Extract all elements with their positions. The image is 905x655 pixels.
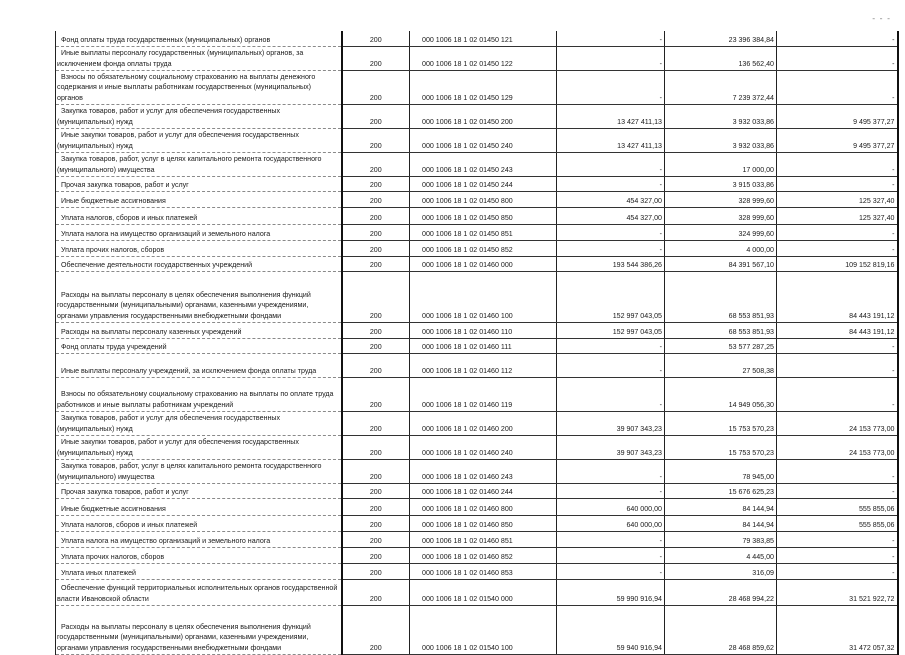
budget-classification-code-cell: 000 1006 18 1 02 01460 240 bbox=[410, 436, 557, 460]
executed-amount-cell: 15 676 625,23 bbox=[665, 484, 777, 499]
line-code-cell: 200 bbox=[342, 192, 410, 208]
table-row bbox=[56, 71, 898, 105]
table-row bbox=[56, 436, 898, 460]
executed-amount-cell: 78 945,00 bbox=[665, 460, 777, 484]
unexecuted-appropriations-cell: 125 327,40 bbox=[777, 192, 898, 208]
unexecuted-appropriations-cell: 125 327,40 bbox=[777, 208, 898, 225]
executed-amount-cell: 136 562,40 bbox=[665, 47, 777, 71]
budget-classification-code-cell: 000 1006 18 1 02 01450 121 bbox=[410, 31, 557, 47]
unexecuted-appropriations-cell: - bbox=[777, 378, 898, 412]
budget-classification-code-cell: 000 1006 18 1 02 01460 851 bbox=[410, 532, 557, 548]
executed-amount-cell: 328 999,60 bbox=[665, 192, 777, 208]
unexecuted-appropriations-cell: 31 521 922,72 bbox=[777, 580, 898, 606]
executed-amount-cell: 17 000,00 bbox=[665, 153, 777, 177]
line-code-cell: 200 bbox=[342, 208, 410, 225]
line-code-cell: 200 bbox=[342, 354, 410, 378]
unexecuted-appropriations-cell: 84 443 191,12 bbox=[777, 323, 898, 339]
line-code-cell: 200 bbox=[342, 31, 410, 47]
executed-amount-cell: 316,09 bbox=[665, 564, 777, 580]
unexecuted-appropriations-cell: - bbox=[777, 564, 898, 580]
table-row bbox=[56, 153, 898, 177]
row-name-cell: Уплата прочих налогов, сборов bbox=[56, 548, 342, 564]
table-row bbox=[56, 208, 898, 225]
approved-appropriations-cell: 59 940 916,94 bbox=[557, 606, 665, 655]
approved-appropriations-cell: - bbox=[557, 241, 665, 257]
approved-appropriations-cell: - bbox=[557, 177, 665, 192]
line-code-cell: 200 bbox=[342, 71, 410, 105]
executed-amount-cell: 68 553 851,93 bbox=[665, 323, 777, 339]
scan-corner-mark: - - - bbox=[872, 14, 891, 23]
approved-appropriations-cell: - bbox=[557, 484, 665, 499]
line-code-cell: 200 bbox=[342, 436, 410, 460]
row-name-cell: Уплата прочих налогов, сборов bbox=[56, 241, 342, 257]
unexecuted-appropriations-cell: - bbox=[777, 532, 898, 548]
approved-appropriations-cell: - bbox=[557, 460, 665, 484]
budget-classification-code-cell: 000 1006 18 1 02 01460 000 bbox=[410, 257, 557, 272]
executed-amount-cell: 4 445,00 bbox=[665, 548, 777, 564]
approved-appropriations-cell: - bbox=[557, 548, 665, 564]
unexecuted-appropriations-cell: 9 495 377,27 bbox=[777, 129, 898, 153]
line-code-cell: 200 bbox=[342, 606, 410, 655]
approved-appropriations-cell: - bbox=[557, 31, 665, 47]
approved-appropriations-cell: 13 427 411,13 bbox=[557, 129, 665, 153]
executed-amount-cell: 14 949 056,30 bbox=[665, 378, 777, 412]
approved-appropriations-cell: 39 907 343,23 bbox=[557, 412, 665, 436]
line-code-cell: 200 bbox=[342, 47, 410, 71]
row-name-cell: Прочая закупка товаров, работ и услуг bbox=[56, 484, 342, 499]
unexecuted-appropriations-cell: - bbox=[777, 31, 898, 47]
table-row bbox=[56, 548, 898, 564]
executed-amount-cell: 84 144,94 bbox=[665, 516, 777, 532]
row-name-cell: Расходы на выплаты персоналу в целях обеспечения выполнения функций государственными (муниципальными) органами, казенными учреждениями, органами управления государственными внебюджетными фондами bbox=[56, 606, 342, 655]
row-name-cell: Иные закупки товаров, работ и услуг для обеспечения государственных (муниципальных) нужд bbox=[56, 436, 342, 460]
budget-classification-code-cell: 000 1006 18 1 02 01460 850 bbox=[410, 516, 557, 532]
table-row bbox=[56, 272, 898, 323]
approved-appropriations-cell: - bbox=[557, 354, 665, 378]
unexecuted-appropriations-cell: - bbox=[777, 241, 898, 257]
executed-amount-cell: 53 577 287,25 bbox=[665, 339, 777, 354]
budget-classification-code-cell: 000 1006 18 1 02 01450 122 bbox=[410, 47, 557, 71]
executed-amount-cell: 84 144,94 bbox=[665, 499, 777, 516]
approved-appropriations-cell: - bbox=[557, 153, 665, 177]
table-row bbox=[56, 241, 898, 257]
budget-classification-code-cell: 000 1006 18 1 02 01460 110 bbox=[410, 323, 557, 339]
executed-amount-cell: 79 383,85 bbox=[665, 532, 777, 548]
line-code-cell: 200 bbox=[342, 499, 410, 516]
line-code-cell: 200 bbox=[342, 484, 410, 499]
table-row bbox=[56, 129, 898, 153]
line-code-cell: 200 bbox=[342, 532, 410, 548]
executed-amount-cell: 328 999,60 bbox=[665, 208, 777, 225]
row-name-cell: Иные выплаты персоналу учреждений, за исключением фонда оплаты труда bbox=[56, 354, 342, 378]
unexecuted-appropriations-cell: - bbox=[777, 47, 898, 71]
executed-amount-cell: 3 932 033,86 bbox=[665, 105, 777, 129]
approved-appropriations-cell: 454 327,00 bbox=[557, 208, 665, 225]
row-name-cell: Взносы по обязательному социальному страхованию на выплаты по оплате труда работников и иные выплаты работникам учреждений bbox=[56, 378, 342, 412]
unexecuted-appropriations-cell: - bbox=[777, 484, 898, 499]
budget-classification-code-cell: 000 1006 18 1 02 01460 853 bbox=[410, 564, 557, 580]
unexecuted-appropriations-cell: - bbox=[777, 225, 898, 241]
table-row bbox=[56, 192, 898, 208]
table-row bbox=[56, 177, 898, 192]
budget-execution-table bbox=[55, 31, 899, 655]
row-name-cell: Взносы по обязательному социальному страхованию на выплаты денежного содержания и иные выплаты работникам государственных (муниципальных) органов bbox=[56, 71, 342, 105]
executed-amount-cell: 324 999,60 bbox=[665, 225, 777, 241]
budget-classification-code-cell: 000 1006 18 1 02 01450 200 bbox=[410, 105, 557, 129]
row-name-cell: Расходы на выплаты персоналу казенных учреждений bbox=[56, 323, 342, 339]
approved-appropriations-cell: 59 990 916,94 bbox=[557, 580, 665, 606]
row-name-cell: Прочая закупка товаров, работ и услуг bbox=[56, 177, 342, 192]
line-code-cell: 200 bbox=[342, 564, 410, 580]
approved-appropriations-cell: 13 427 411,13 bbox=[557, 105, 665, 129]
line-code-cell: 200 bbox=[342, 412, 410, 436]
budget-classification-code-cell: 000 1006 18 1 02 01450 850 bbox=[410, 208, 557, 225]
line-code-cell: 200 bbox=[342, 339, 410, 354]
line-code-cell: 200 bbox=[342, 257, 410, 272]
row-name-cell: Расходы на выплаты персоналу в целях обеспечения выполнения функций государственными (муниципальными) органами, казенными учреждениями, органами управления государственными внебюджетными фондами bbox=[56, 272, 342, 323]
approved-appropriations-cell: - bbox=[557, 564, 665, 580]
budget-classification-code-cell: 000 1006 18 1 02 01450 244 bbox=[410, 177, 557, 192]
line-code-cell: 200 bbox=[342, 129, 410, 153]
table-row bbox=[56, 354, 898, 378]
unexecuted-appropriations-cell: 31 472 057,32 bbox=[777, 606, 898, 655]
table-row bbox=[56, 606, 898, 655]
unexecuted-appropriations-cell: 84 443 191,12 bbox=[777, 272, 898, 323]
approved-appropriations-cell: 152 997 043,05 bbox=[557, 323, 665, 339]
executed-amount-cell: 28 468 994,22 bbox=[665, 580, 777, 606]
budget-classification-code-cell: 000 1006 18 1 02 01460 200 bbox=[410, 412, 557, 436]
executed-amount-cell: 27 508,38 bbox=[665, 354, 777, 378]
budget-classification-code-cell: 000 1006 18 1 02 01450 240 bbox=[410, 129, 557, 153]
table-row bbox=[56, 257, 898, 272]
row-name-cell: Закупка товаров, работ и услуг для обеспечения государственных (муниципальных) нужд bbox=[56, 105, 342, 129]
row-name-cell: Обеспечение деятельности государственных учреждений bbox=[56, 257, 342, 272]
budget-classification-code-cell: 000 1006 18 1 02 01460 243 bbox=[410, 460, 557, 484]
line-code-cell: 200 bbox=[342, 225, 410, 241]
row-name-cell: Уплата налога на имущество организаций и земельного налога bbox=[56, 225, 342, 241]
approved-appropriations-cell: 152 997 043,05 bbox=[557, 272, 665, 323]
line-code-cell: 200 bbox=[342, 241, 410, 257]
table-row bbox=[56, 339, 898, 354]
line-code-cell: 200 bbox=[342, 177, 410, 192]
row-name-cell: Закупка товаров, работ и услуг для обеспечения государственных (муниципальных) нужд bbox=[56, 412, 342, 436]
executed-amount-cell: 15 753 570,23 bbox=[665, 436, 777, 460]
table-row bbox=[56, 323, 898, 339]
table-row bbox=[56, 499, 898, 516]
table-row bbox=[56, 564, 898, 580]
table-body bbox=[56, 31, 898, 655]
row-name-cell: Уплата налогов, сборов и иных платежей bbox=[56, 516, 342, 532]
unexecuted-appropriations-cell: 555 855,06 bbox=[777, 499, 898, 516]
line-code-cell: 200 bbox=[342, 516, 410, 532]
line-code-cell: 200 bbox=[342, 105, 410, 129]
approved-appropriations-cell: - bbox=[557, 378, 665, 412]
approved-appropriations-cell: - bbox=[557, 47, 665, 71]
line-code-cell: 200 bbox=[342, 460, 410, 484]
table-row bbox=[56, 225, 898, 241]
row-name-cell: Иные бюджетные ассигнования bbox=[56, 192, 342, 208]
table-row bbox=[56, 378, 898, 412]
line-code-cell: 200 bbox=[342, 323, 410, 339]
unexecuted-appropriations-cell: - bbox=[777, 460, 898, 484]
approved-appropriations-cell: 39 907 343,23 bbox=[557, 436, 665, 460]
table-row bbox=[56, 47, 898, 71]
approved-appropriations-cell: 640 000,00 bbox=[557, 499, 665, 516]
line-code-cell: 200 bbox=[342, 272, 410, 323]
unexecuted-appropriations-cell: 9 495 377,27 bbox=[777, 105, 898, 129]
row-name-cell: Иные бюджетные ассигнования bbox=[56, 499, 342, 516]
executed-amount-cell: 23 396 384,84 bbox=[665, 31, 777, 47]
budget-classification-code-cell: 000 1006 18 1 02 01540 000 bbox=[410, 580, 557, 606]
table-row bbox=[56, 460, 898, 484]
table-row bbox=[56, 580, 898, 606]
approved-appropriations-cell: - bbox=[557, 532, 665, 548]
unexecuted-appropriations-cell: 109 152 819,16 bbox=[777, 257, 898, 272]
unexecuted-appropriations-cell: 555 855,06 bbox=[777, 516, 898, 532]
unexecuted-appropriations-cell: 24 153 773,00 bbox=[777, 412, 898, 436]
budget-classification-code-cell: 000 1006 18 1 02 01450 800 bbox=[410, 192, 557, 208]
budget-classification-code-cell: 000 1006 18 1 02 01460 244 bbox=[410, 484, 557, 499]
budget-classification-code-cell: 000 1006 18 1 02 01450 243 bbox=[410, 153, 557, 177]
row-name-cell: Обеспечение функций территориальных исполнительных органов государственной власти Ивановской области bbox=[56, 580, 342, 606]
row-name-cell: Уплата иных платежей bbox=[56, 564, 342, 580]
unexecuted-appropriations-cell: - bbox=[777, 354, 898, 378]
table-row bbox=[56, 412, 898, 436]
table-row bbox=[56, 516, 898, 532]
budget-classification-code-cell: 000 1006 18 1 02 01540 100 bbox=[410, 606, 557, 655]
budget-classification-code-cell: 000 1006 18 1 02 01460 800 bbox=[410, 499, 557, 516]
unexecuted-appropriations-cell: 24 153 773,00 bbox=[777, 436, 898, 460]
executed-amount-cell: 84 391 567,10 bbox=[665, 257, 777, 272]
executed-amount-cell: 3 915 033,86 bbox=[665, 177, 777, 192]
table-row bbox=[56, 532, 898, 548]
approved-appropriations-cell: 454 327,00 bbox=[557, 192, 665, 208]
executed-amount-cell: 28 468 859,62 bbox=[665, 606, 777, 655]
approved-appropriations-cell: - bbox=[557, 71, 665, 105]
budget-classification-code-cell: 000 1006 18 1 02 01450 851 bbox=[410, 225, 557, 241]
unexecuted-appropriations-cell: - bbox=[777, 153, 898, 177]
unexecuted-appropriations-cell: - bbox=[777, 177, 898, 192]
executed-amount-cell: 15 753 570,23 bbox=[665, 412, 777, 436]
budget-classification-code-cell: 000 1006 18 1 02 01450 852 bbox=[410, 241, 557, 257]
table-row bbox=[56, 31, 898, 47]
line-code-cell: 200 bbox=[342, 548, 410, 564]
table-row bbox=[56, 484, 898, 499]
row-name-cell: Закупка товаров, работ, услуг в целях капитального ремонта государственного (муниципального) имущества bbox=[56, 153, 342, 177]
approved-appropriations-cell: - bbox=[557, 225, 665, 241]
budget-classification-code-cell: 000 1006 18 1 02 01450 129 bbox=[410, 71, 557, 105]
budget-classification-code-cell: 000 1006 18 1 02 01460 852 bbox=[410, 548, 557, 564]
table-row bbox=[56, 105, 898, 129]
executed-amount-cell: 68 553 851,93 bbox=[665, 272, 777, 323]
approved-appropriations-cell: - bbox=[557, 339, 665, 354]
row-name-cell: Фонд оплаты труда государственных (муниципальных) органов bbox=[56, 31, 342, 47]
budget-classification-code-cell: 000 1006 18 1 02 01460 112 bbox=[410, 354, 557, 378]
row-name-cell: Закупка товаров, работ, услуг в целях капитального ремонта государственного (муниципального) имущества bbox=[56, 460, 342, 484]
approved-appropriations-cell: 193 544 386,26 bbox=[557, 257, 665, 272]
executed-amount-cell: 4 000,00 bbox=[665, 241, 777, 257]
approved-appropriations-cell: 640 000,00 bbox=[557, 516, 665, 532]
line-code-cell: 200 bbox=[342, 378, 410, 412]
budget-classification-code-cell: 000 1006 18 1 02 01460 111 bbox=[410, 339, 557, 354]
unexecuted-appropriations-cell: - bbox=[777, 71, 898, 105]
line-code-cell: 200 bbox=[342, 153, 410, 177]
line-code-cell: 200 bbox=[342, 580, 410, 606]
executed-amount-cell: 7 239 372,44 bbox=[665, 71, 777, 105]
unexecuted-appropriations-cell: - bbox=[777, 339, 898, 354]
row-name-cell: Иные закупки товаров, работ и услуг для обеспечения государственных (муниципальных) нужд bbox=[56, 129, 342, 153]
executed-amount-cell: 3 932 033,86 bbox=[665, 129, 777, 153]
budget-classification-code-cell: 000 1006 18 1 02 01460 119 bbox=[410, 378, 557, 412]
row-name-cell: Уплата налога на имущество организаций и земельного налога bbox=[56, 532, 342, 548]
budget-classification-code-cell: 000 1006 18 1 02 01460 100 bbox=[410, 272, 557, 323]
row-name-cell: Фонд оплаты труда учреждений bbox=[56, 339, 342, 354]
unexecuted-appropriations-cell: - bbox=[777, 548, 898, 564]
row-name-cell: Уплата налогов, сборов и иных платежей bbox=[56, 208, 342, 225]
row-name-cell: Иные выплаты персоналу государственных (муниципальных) органов, за исключением фонда оплаты труда bbox=[56, 47, 342, 71]
